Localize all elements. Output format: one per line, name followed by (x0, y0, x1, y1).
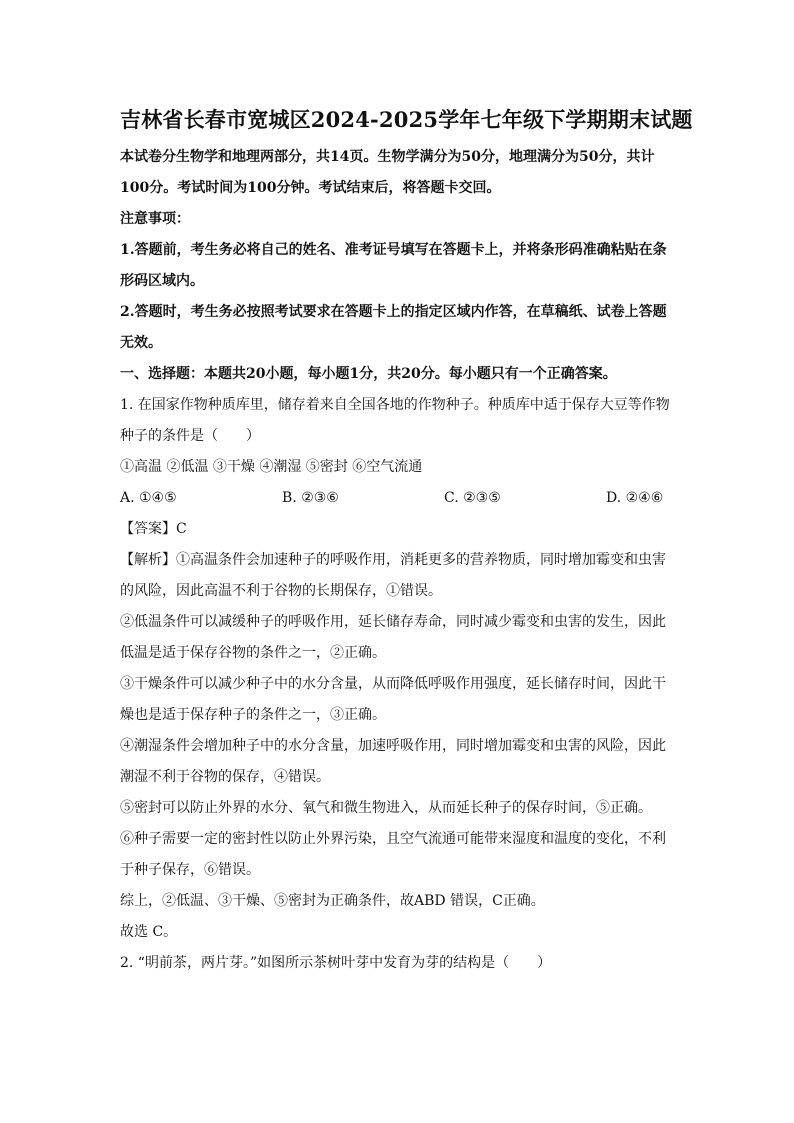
q1-analysis-line-11: 于种子保存，⑥错误。 (120, 862, 260, 878)
q1-analysis-line-4: 低温是适于保存谷物的条件之一，②正确。 (120, 645, 386, 661)
q1-analysis-line-12: 综上，②低温、③干燥、⑤密封为正确条件，故ABD 错误，C正确。 (120, 893, 545, 909)
q1-analysis-line-13: 故选 C。 (120, 924, 178, 940)
notice-heading: 注意事项： (120, 211, 190, 227)
section-heading: 一、选择题：本题共20小题，每小题1分，共20分。每小题只有一个正确答案。 (120, 366, 617, 382)
q1-option-c: C. ②③⑤ (444, 490, 501, 506)
notice-line-3: 2.答题时，考生务必按照考试要求在答题卡上的指定区域内作答，在草稿纸、试卷上答题 (120, 304, 667, 320)
notice-line-1: 1.答题前，考生务必将自己的姓名、准考证号填写在答题卡上，并将条形码准确粘贴在条 (120, 242, 667, 258)
notice-line-4: 无效。 (120, 335, 162, 351)
q2-stem: 2. “明前茶，两片芽。”如图所示茶树叶芽中发育为芽的结构是（ ） (120, 955, 552, 971)
q1-analysis-line-9: ⑤密封可以防止外界的水分、氧气和微生物进入，从而延长种子的保存时间，⑤正确。 (120, 800, 652, 816)
q1-analysis-line-2: 的风险，因此高温不利于谷物的长期保存，①错误。 (120, 583, 442, 599)
q1-stem-line-1: 1. 在国家作物种质库里，储存着来自全国各地的作物种子。种质库中适于保存大豆等作物 (120, 397, 670, 413)
notice-line-2: 形码区域内。 (120, 273, 204, 289)
q1-analysis-line-6: 燥也是适于保存种子的条件之一，③正确。 (120, 707, 386, 723)
q1-analysis-line-5: ③干燥条件可以减少种子中的水分含量，从而降低呼吸作用强度，延长储存时间，因此干 (120, 676, 666, 692)
q1-analysis-line-1: 【解析】①高温条件会加速种子的呼吸作用，消耗更多的营养物质，同时增加霉变和虫害 (120, 552, 666, 568)
q1-analysis-line-10: ⑥种子需要一定的密封性以防止外界污染，且空气流通可能带来湿度和温度的变化，不利 (120, 831, 666, 847)
q1-analysis-line-8: 潮湿不利于谷物的保存，④错误。 (120, 769, 330, 785)
q1-option-d: D. ②④⑥ (606, 490, 664, 506)
page-title: 吉林省长春市宽城区2024-2025学年七年级下学期期末试题 (120, 107, 693, 132)
q1-option-b: B. ②③⑥ (282, 490, 339, 506)
q1-stem-line-2: 种子的条件是（ ） (120, 428, 260, 444)
q1-answer: 【答案】C (120, 521, 187, 537)
intro-line-1: 本试卷分生物学和地理两部分，共14页。生物学满分为50分，地理满分为50分，共计 (120, 149, 655, 165)
q1-option-a: A. ①④⑤ (120, 490, 177, 506)
intro-line-2: 100分。考试时间为100分钟。考试结束后，将答题卡交回。 (120, 180, 501, 196)
q1-analysis-line-7: ④潮湿条件会增加种子中的水分含量，加速呼吸作用，同时增加霉变和虫害的风险，因此 (120, 738, 666, 754)
q1-conditions: ①高温 ②低温 ③干燥 ④潮湿 ⑤密封 ⑥空气流通 (120, 459, 423, 475)
q1-analysis-line-3: ②低温条件可以减缓种子的呼吸作用，延长储存寿命，同时减少霉变和虫害的发生，因此 (120, 614, 666, 630)
